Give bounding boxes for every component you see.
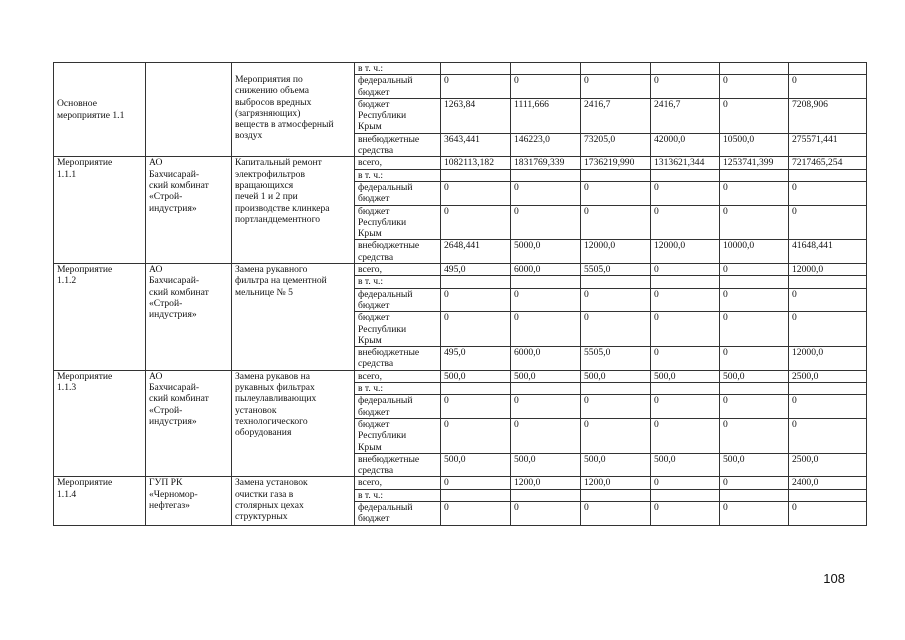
- value-cell: 500,0: [720, 453, 789, 477]
- value-cell: [441, 169, 511, 181]
- value-cell: 2500,0: [789, 453, 867, 477]
- value-cell: 3643,441: [441, 133, 511, 157]
- value-cell: 0: [441, 418, 511, 453]
- value-cell: 6000,0: [511, 264, 581, 276]
- table-row: [54, 477, 867, 489]
- value-cell: 5505,0: [581, 264, 651, 276]
- value-cell: 0: [651, 501, 720, 525]
- measure-description-cell: Мероприятия по снижению объема выбросов вредных (загрязняющих) веществ в атмосферный воздух: [232, 63, 355, 157]
- value-cell: [511, 383, 581, 395]
- value-cell: 146223,0: [511, 133, 581, 157]
- value-cell: 0: [581, 75, 651, 99]
- funding-source-label: бюджет Республики Крым: [355, 205, 441, 240]
- value-cell: 2500,0: [789, 370, 867, 382]
- value-cell: 1253741,399: [720, 157, 789, 169]
- value-cell: 0: [511, 205, 581, 240]
- value-cell: 0: [441, 312, 511, 347]
- value-cell: [581, 489, 651, 501]
- value-cell: 2416,7: [651, 98, 720, 133]
- value-cell: [720, 383, 789, 395]
- value-cell: 0: [511, 288, 581, 312]
- value-cell: [581, 169, 651, 181]
- value-cell: 0: [789, 312, 867, 347]
- value-cell: 500,0: [651, 453, 720, 477]
- value-cell: 0: [581, 395, 651, 419]
- value-cell: 1200,0: [581, 477, 651, 489]
- value-cell: [511, 169, 581, 181]
- funding-source-label: внебюджетные средства: [355, 133, 441, 157]
- value-cell: 0: [720, 477, 789, 489]
- value-cell: 0: [441, 395, 511, 419]
- value-cell: [651, 63, 720, 75]
- measure-description-cell: Замена рукавного фильтра на цементной мельнице № 5: [232, 264, 355, 371]
- funding-source-label: федеральный бюджет: [355, 181, 441, 205]
- value-cell: 0: [651, 288, 720, 312]
- value-cell: 0: [651, 418, 720, 453]
- value-cell: 1111,666: [511, 98, 581, 133]
- value-cell: 0: [720, 98, 789, 133]
- measure-name-cell: Мероприятие 1.1.1: [54, 157, 146, 264]
- funding-source-label: федеральный бюджет: [355, 501, 441, 525]
- value-cell: 0: [581, 501, 651, 525]
- value-cell: [441, 383, 511, 395]
- value-cell: 1736219,990: [581, 157, 651, 169]
- value-cell: 73205,0: [581, 133, 651, 157]
- value-cell: [511, 276, 581, 288]
- value-cell: [581, 276, 651, 288]
- value-cell: 0: [651, 347, 720, 371]
- value-cell: [720, 489, 789, 501]
- value-cell: 7208,906: [789, 98, 867, 133]
- value-cell: [651, 383, 720, 395]
- funding-source-label: федеральный бюджет: [355, 395, 441, 419]
- value-cell: 0: [511, 181, 581, 205]
- value-cell: 0: [789, 418, 867, 453]
- value-cell: 5505,0: [581, 347, 651, 371]
- value-cell: 0: [720, 418, 789, 453]
- value-cell: [651, 276, 720, 288]
- value-cell: [720, 63, 789, 75]
- funding-source-label: всего,: [355, 370, 441, 382]
- value-cell: [789, 169, 867, 181]
- value-cell: 0: [720, 181, 789, 205]
- value-cell: 0: [581, 312, 651, 347]
- funding-source-label: всего,: [355, 264, 441, 276]
- value-cell: 0: [511, 418, 581, 453]
- value-cell: [441, 63, 511, 75]
- value-cell: 0: [511, 312, 581, 347]
- value-cell: 12000,0: [789, 347, 867, 371]
- value-cell: 275571,441: [789, 133, 867, 157]
- value-cell: 12000,0: [651, 240, 720, 264]
- value-cell: 0: [720, 501, 789, 525]
- value-cell: 500,0: [441, 370, 511, 382]
- value-cell: 41648,441: [789, 240, 867, 264]
- table-row: [54, 370, 867, 382]
- value-cell: 0: [789, 501, 867, 525]
- funding-source-label: федеральный бюджет: [355, 75, 441, 99]
- funding-source-label: в т. ч.:: [355, 169, 441, 181]
- funding-source-label: внебюджетные средства: [355, 453, 441, 477]
- value-cell: [441, 276, 511, 288]
- value-cell: [581, 383, 651, 395]
- value-cell: 500,0: [581, 370, 651, 382]
- value-cell: 500,0: [511, 453, 581, 477]
- value-cell: 5000,0: [511, 240, 581, 264]
- table-row: [54, 157, 867, 169]
- value-cell: 0: [651, 477, 720, 489]
- executor-cell: АО Бахчисарай- ский комбинат «Строй- индустрия»: [146, 370, 232, 477]
- value-cell: 6000,0: [511, 347, 581, 371]
- value-cell: 2648,441: [441, 240, 511, 264]
- value-cell: 500,0: [651, 370, 720, 382]
- funding-source-label: бюджет Республики Крым: [355, 98, 441, 133]
- value-cell: 495,0: [441, 264, 511, 276]
- value-cell: 2400,0: [789, 477, 867, 489]
- value-cell: 1831769,339: [511, 157, 581, 169]
- value-cell: 0: [789, 395, 867, 419]
- value-cell: [789, 276, 867, 288]
- value-cell: 0: [651, 181, 720, 205]
- value-cell: 0: [720, 205, 789, 240]
- value-cell: [789, 63, 867, 75]
- value-cell: 0: [651, 312, 720, 347]
- value-cell: 0: [720, 264, 789, 276]
- measure-description-cell: Капитальный ремонт электрофильтров вращающихся печей 1 и 2 при производстве клинкера портландцементного: [232, 157, 355, 264]
- value-cell: 0: [720, 288, 789, 312]
- value-cell: 0: [581, 205, 651, 240]
- value-cell: 0: [441, 288, 511, 312]
- value-cell: [511, 63, 581, 75]
- value-cell: 1263,84: [441, 98, 511, 133]
- value-cell: 0: [441, 501, 511, 525]
- value-cell: 0: [441, 75, 511, 99]
- value-cell: 500,0: [581, 453, 651, 477]
- value-cell: 1082113,182: [441, 157, 511, 169]
- measure-description-cell: Замена рукавов на рукавных фильтрах пылеулавливающих установок технологического оборудования: [232, 370, 355, 477]
- value-cell: 0: [581, 288, 651, 312]
- value-cell: 42000,0: [651, 133, 720, 157]
- funding-source-label: бюджет Республики Крым: [355, 312, 441, 347]
- value-cell: [789, 489, 867, 501]
- table-body: [54, 63, 867, 526]
- value-cell: 0: [789, 288, 867, 312]
- value-cell: 0: [441, 181, 511, 205]
- value-cell: 0: [441, 477, 511, 489]
- value-cell: [651, 169, 720, 181]
- funding-source-label: в т. ч.:: [355, 63, 441, 75]
- value-cell: 495,0: [441, 347, 511, 371]
- value-cell: 10500,0: [720, 133, 789, 157]
- value-cell: [720, 276, 789, 288]
- value-cell: 1200,0: [511, 477, 581, 489]
- value-cell: 500,0: [511, 370, 581, 382]
- table-row: [54, 264, 867, 276]
- value-cell: 0: [581, 418, 651, 453]
- value-cell: 500,0: [720, 370, 789, 382]
- value-cell: [581, 63, 651, 75]
- value-cell: 0: [511, 75, 581, 99]
- funding-source-label: всего,: [355, 157, 441, 169]
- executor-cell: АО Бахчисарай- ский комбинат «Строй- индустрия»: [146, 157, 232, 264]
- value-cell: 0: [651, 264, 720, 276]
- value-cell: 1313621,344: [651, 157, 720, 169]
- value-cell: 7217465,254: [789, 157, 867, 169]
- executor-cell: ГУП РК «Черномор- нефтегаз»: [146, 477, 232, 525]
- value-cell: 0: [581, 181, 651, 205]
- value-cell: 0: [511, 501, 581, 525]
- value-cell: 500,0: [441, 453, 511, 477]
- funding-source-label: всего,: [355, 477, 441, 489]
- value-cell: 2416,7: [581, 98, 651, 133]
- value-cell: 0: [789, 205, 867, 240]
- table-row: [54, 63, 867, 75]
- value-cell: 0: [720, 395, 789, 419]
- funding-source-label: федеральный бюджет: [355, 288, 441, 312]
- funding-source-label: в т. ч.:: [355, 383, 441, 395]
- funding-source-label: в т. ч.:: [355, 276, 441, 288]
- value-cell: 0: [651, 75, 720, 99]
- value-cell: 0: [441, 205, 511, 240]
- funding-source-label: внебюджетные средства: [355, 240, 441, 264]
- value-cell: 12000,0: [581, 240, 651, 264]
- funding-source-label: в т. ч.:: [355, 489, 441, 501]
- value-cell: 0: [511, 395, 581, 419]
- executor-cell: АО Бахчисарай- ский комбинат «Строй- индустрия»: [146, 264, 232, 371]
- value-cell: 0: [720, 312, 789, 347]
- measure-name-cell: Основное мероприятие 1.1: [54, 63, 146, 157]
- funding-source-label: бюджет Республики Крым: [355, 418, 441, 453]
- value-cell: [720, 169, 789, 181]
- measure-name-cell: Мероприятие 1.1.2: [54, 264, 146, 371]
- value-cell: 12000,0: [789, 264, 867, 276]
- value-cell: [441, 489, 511, 501]
- value-cell: 0: [651, 205, 720, 240]
- value-cell: 0: [651, 395, 720, 419]
- funding-table: [53, 62, 867, 526]
- value-cell: 0: [720, 347, 789, 371]
- measure-name-cell: Мероприятие 1.1.3: [54, 370, 146, 477]
- page-number: 108: [823, 571, 845, 586]
- value-cell: 0: [720, 75, 789, 99]
- value-cell: [511, 489, 581, 501]
- value-cell: 0: [789, 75, 867, 99]
- funding-source-label: внебюджетные средства: [355, 347, 441, 371]
- measure-description-cell: Замена установок очистки газа в столярных цехах структурных: [232, 477, 355, 525]
- value-cell: [651, 489, 720, 501]
- value-cell: 10000,0: [720, 240, 789, 264]
- measure-name-cell: Мероприятие 1.1.4: [54, 477, 146, 525]
- value-cell: 0: [789, 181, 867, 205]
- executor-cell: [146, 63, 232, 157]
- value-cell: [789, 383, 867, 395]
